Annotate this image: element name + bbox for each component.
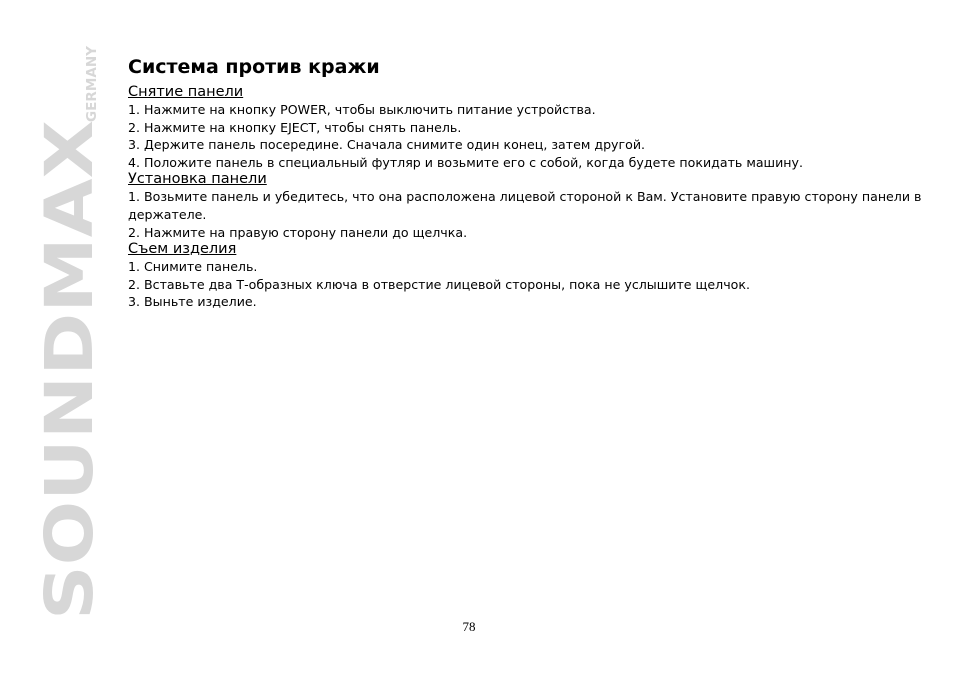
section-panel-removal	[128, 84, 928, 171]
list-item: 2. Вставьте два Т-образных ключа в отверстие лицевой стороны, пока не услышите щелчок.	[128, 276, 750, 292]
list-item: 2. Нажмите на правую сторону панели до щелчка.	[128, 224, 468, 240]
list-item: 3. Держите панель посередине. Сначала снимите один конец, затем другой.	[128, 137, 646, 153]
list-item: 1. Нажмите на кнопку POWER, чтобы выключить питание устройства.	[128, 102, 596, 117]
logo-subtext: GERMANY	[85, 49, 100, 122]
brand-logo	[31, 44, 108, 620]
page-number: 78	[462, 619, 476, 634]
section-heading: Съем изделия	[128, 241, 237, 258]
list-item: 3. Выньте изделие.	[128, 294, 257, 310]
instruction-list	[128, 188, 928, 241]
soundmax-logo-icon	[31, 44, 108, 620]
section-heading: Снятие панели	[128, 84, 244, 100]
section-heading: Установка панели	[128, 171, 267, 188]
section-panel-installation	[128, 171, 928, 241]
instruction-list	[128, 258, 928, 311]
instruction-list	[128, 101, 928, 171]
page-content	[128, 55, 928, 311]
page-title: Система против кражи	[128, 56, 380, 78]
list-item: 1. Снимите панель.	[128, 259, 258, 275]
logo-text: SOUNDMAX	[31, 185, 108, 620]
section-unit-removal	[128, 241, 928, 311]
list-item: 2. Нажмите на кнопку EJECT, чтобы снять панель.	[128, 119, 462, 135]
list-item: 1. Возьмите панель и убедитесь, что она расположена лицевой стороной к Вам. Установите правую сторону панели в держателе.	[128, 189, 922, 222]
list-item: 4. Положите панель в специальный футляр и возьмите его с собой, когда будете покидать машину.	[128, 154, 803, 170]
